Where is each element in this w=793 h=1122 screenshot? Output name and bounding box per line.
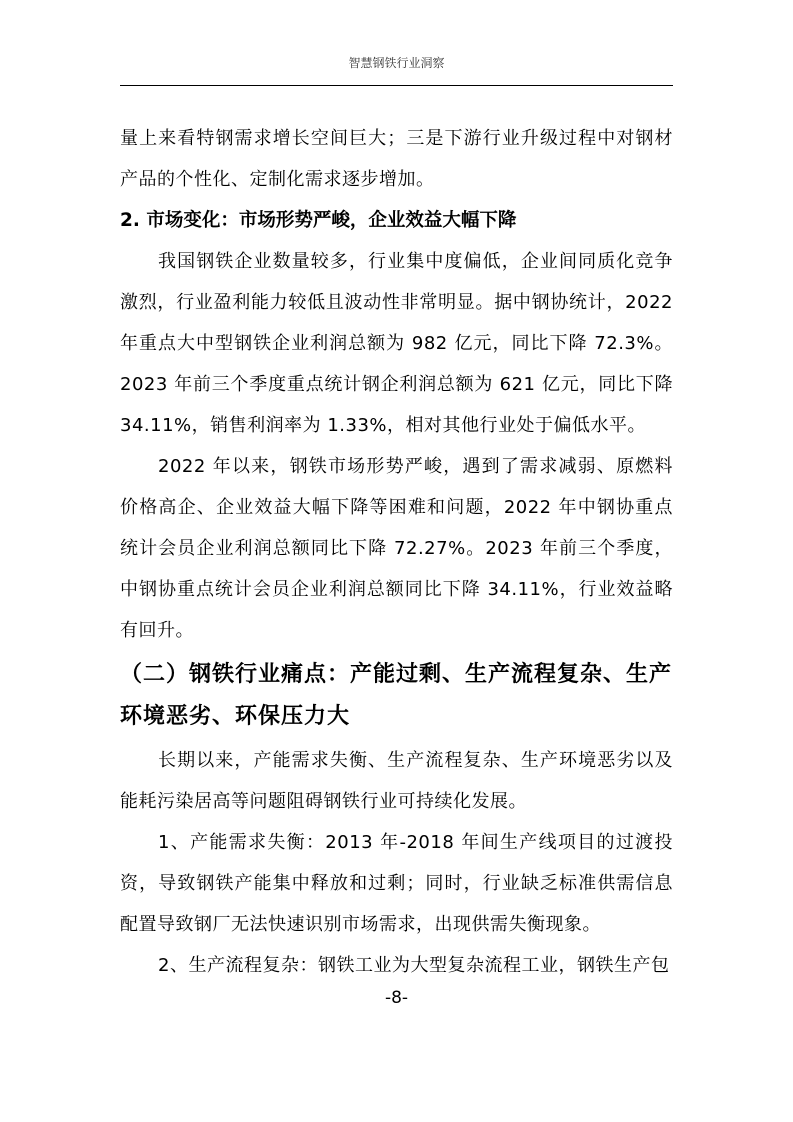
header-divider <box>120 85 673 86</box>
section-heading-pain-points: （二）钢铁行业痛点：产能过剩、生产流程复杂、生产环境恶劣、环保压力大 <box>120 662 673 729</box>
page-number: -8- <box>384 988 409 1008</box>
paragraph-industry-profit: 我国钢铁企业数量较多，行业集中度偏低，企业间同质化竞争激烈，行业盈利能力较低且波动性非常明显。据中钢协统计，2022年重点大中型钢铁企业利润总额为 982 亿元，同比下降 72.3%。2023 年前三个季度重点统计钢企利润总额为 621 亿元，同比下降 34.11%，销售利润率为 1.33%，相对其他行业处于偏低水平。 <box>120 251 673 436</box>
paragraph-market-situation: 2022 年以来，钢铁市场形势严峻，遇到了需求减弱、原燃料价格高企、企业效益大幅下降等困难和问题，2022 年中钢协重点统计会员企业利润总额同比下降 72.27%。2023 年前三个季度，中钢协重点统计会员企业利润总额同比下降 34.11%，行业效益略有回升。 <box>120 456 673 641</box>
running-header: 智慧钢铁行业洞察 <box>348 56 445 70</box>
paragraph-complex-process: 2、生产流程复杂：钢铁工业为大型复杂流程工业，钢铁生产包 <box>158 955 670 976</box>
paragraph-pain-intro: 长期以来，产能需求失衡、生产流程复杂、生产环境恶劣以及能耗污染居高等问题阻碍钢铁行业可持续化发展。 <box>120 750 673 812</box>
page-body <box>120 118 673 986</box>
section-heading-market-change: 2. 市场变化：市场形势严峻，企业效益大幅下降 <box>120 210 517 231</box>
paragraph-continuation: 量上来看特钢需求增长空间巨大；三是下游行业升级过程中对钢材产品的个性化、定制化需求逐步增加。 <box>120 128 673 190</box>
paragraph-capacity-imbalance: 1、产能需求失衡：2013 年-2018 年间生产线项目的过渡投资，导致钢铁产能集中释放和过剩；同时，行业缺乏标准供需信息配置导致钢厂无法快速识别市场需求，出现供需失衡现象。 <box>120 832 673 935</box>
